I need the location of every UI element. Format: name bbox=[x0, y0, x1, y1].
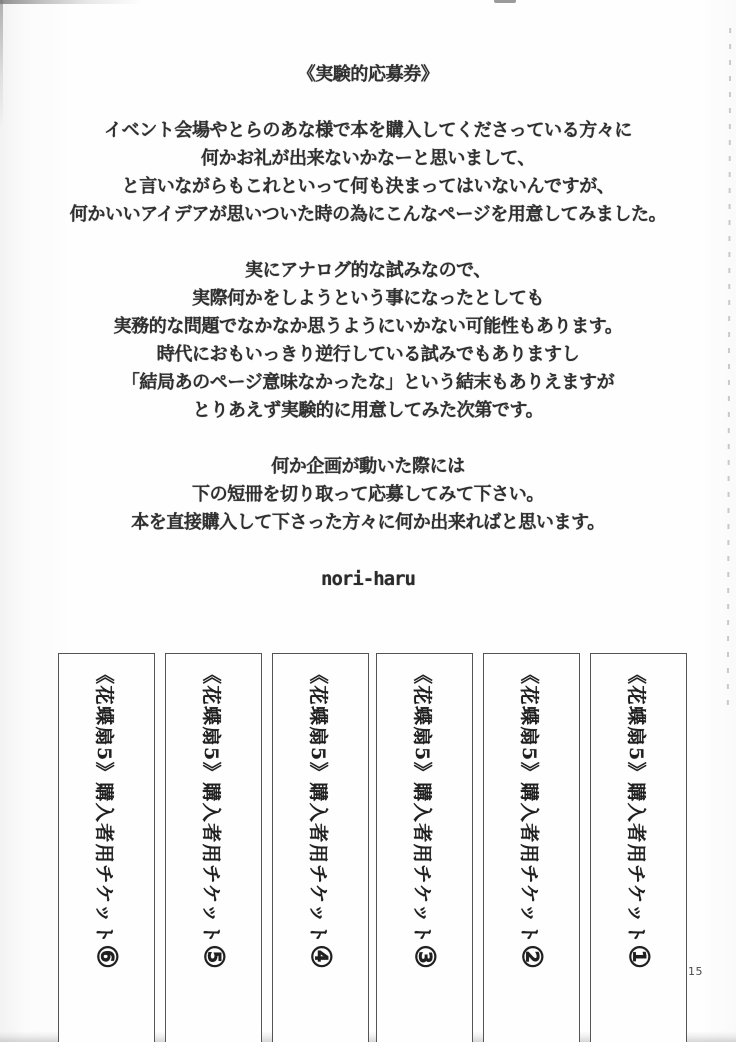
text-column bbox=[0, 61, 736, 593]
ticket-label: 《花蝶扇5》購入者用チケット bbox=[93, 665, 115, 945]
blank-line bbox=[0, 425, 736, 453]
ticket-text bbox=[623, 665, 654, 969]
blank-line bbox=[0, 229, 736, 257]
ticket-number: ④ bbox=[305, 944, 336, 969]
ticket-label: 《花蝶扇5》購入者用チケット bbox=[411, 665, 433, 945]
body-text-line: とりあえず実験的に用意してみた次第です。 bbox=[192, 400, 544, 421]
ticket-strip-3 bbox=[376, 653, 473, 1042]
ticket-label: 《花蝶扇5》購入者用チケット bbox=[200, 665, 222, 945]
ticket-label: 《花蝶扇5》購入者用チケット bbox=[625, 665, 647, 945]
ticket-text bbox=[409, 665, 440, 969]
scan-artifact-top-smudge bbox=[0, 0, 142, 4]
body-text-line: 時代におもいっきり逆行している試みでもありますし bbox=[156, 344, 580, 365]
body-text-line: 何か企画が動いた際には bbox=[271, 456, 465, 477]
body-text-line: 本を直接購入して下さった方々に何か出来ればと思います。 bbox=[131, 512, 605, 533]
ticket-strip-6 bbox=[58, 653, 155, 1042]
ticket-number: ⑥ bbox=[91, 944, 122, 969]
body-text-line: 「結局あのページ意味なかったな」という結末もありえますが bbox=[121, 372, 615, 393]
body-text-line: 実務的な問題でなかなか思うようにいかない可能性もあります。 bbox=[113, 316, 623, 337]
body-text-line: と言いながらもこれといって何も決まってはいないんですが、 bbox=[121, 176, 615, 197]
blank-line bbox=[0, 89, 736, 117]
ticket-strip-1 bbox=[590, 653, 687, 1042]
body-text-line: 実にアナログ的な試みなので、 bbox=[244, 260, 492, 281]
ticket-text bbox=[91, 665, 122, 969]
page-number: 15 bbox=[688, 965, 703, 978]
ticket-strip-2 bbox=[483, 653, 580, 1042]
ticket-number: ① bbox=[623, 944, 654, 969]
body-text-line: イベント会場やとらのあな様で本を購入してくださっている方々に bbox=[104, 120, 632, 141]
ticket-label: 《花蝶扇5》購入者用チケット bbox=[307, 665, 329, 945]
page-title: 《実験的応募券》 bbox=[297, 64, 439, 85]
ticket-number: ⑤ bbox=[198, 944, 229, 969]
scan-artifact-top-mark bbox=[494, 0, 516, 3]
author-signature: nori-haru bbox=[321, 568, 415, 590]
ticket-strip-5 bbox=[165, 653, 262, 1042]
body-text-line: 何かいいアイデアが思いついた時の為にこんなページを用意してみました。 bbox=[69, 204, 667, 225]
ticket-text bbox=[198, 665, 229, 969]
body-text-line: 下の短冊を切り取って応募してみて下さい。 bbox=[192, 484, 544, 505]
ticket-text bbox=[516, 665, 547, 969]
body-text-line: 実際何かをしようという事になったとしても bbox=[192, 288, 544, 309]
blank-line bbox=[0, 537, 736, 565]
body-text-line: 何かお礼が出来ないかなーと思いまして、 bbox=[200, 148, 536, 169]
ticket-label: 《花蝶扇5》購入者用チケット bbox=[518, 665, 540, 945]
ticket-text bbox=[305, 665, 336, 969]
ticket-number: ③ bbox=[409, 944, 440, 969]
ticket-strip-4 bbox=[272, 653, 369, 1042]
ticket-number: ② bbox=[516, 944, 547, 969]
